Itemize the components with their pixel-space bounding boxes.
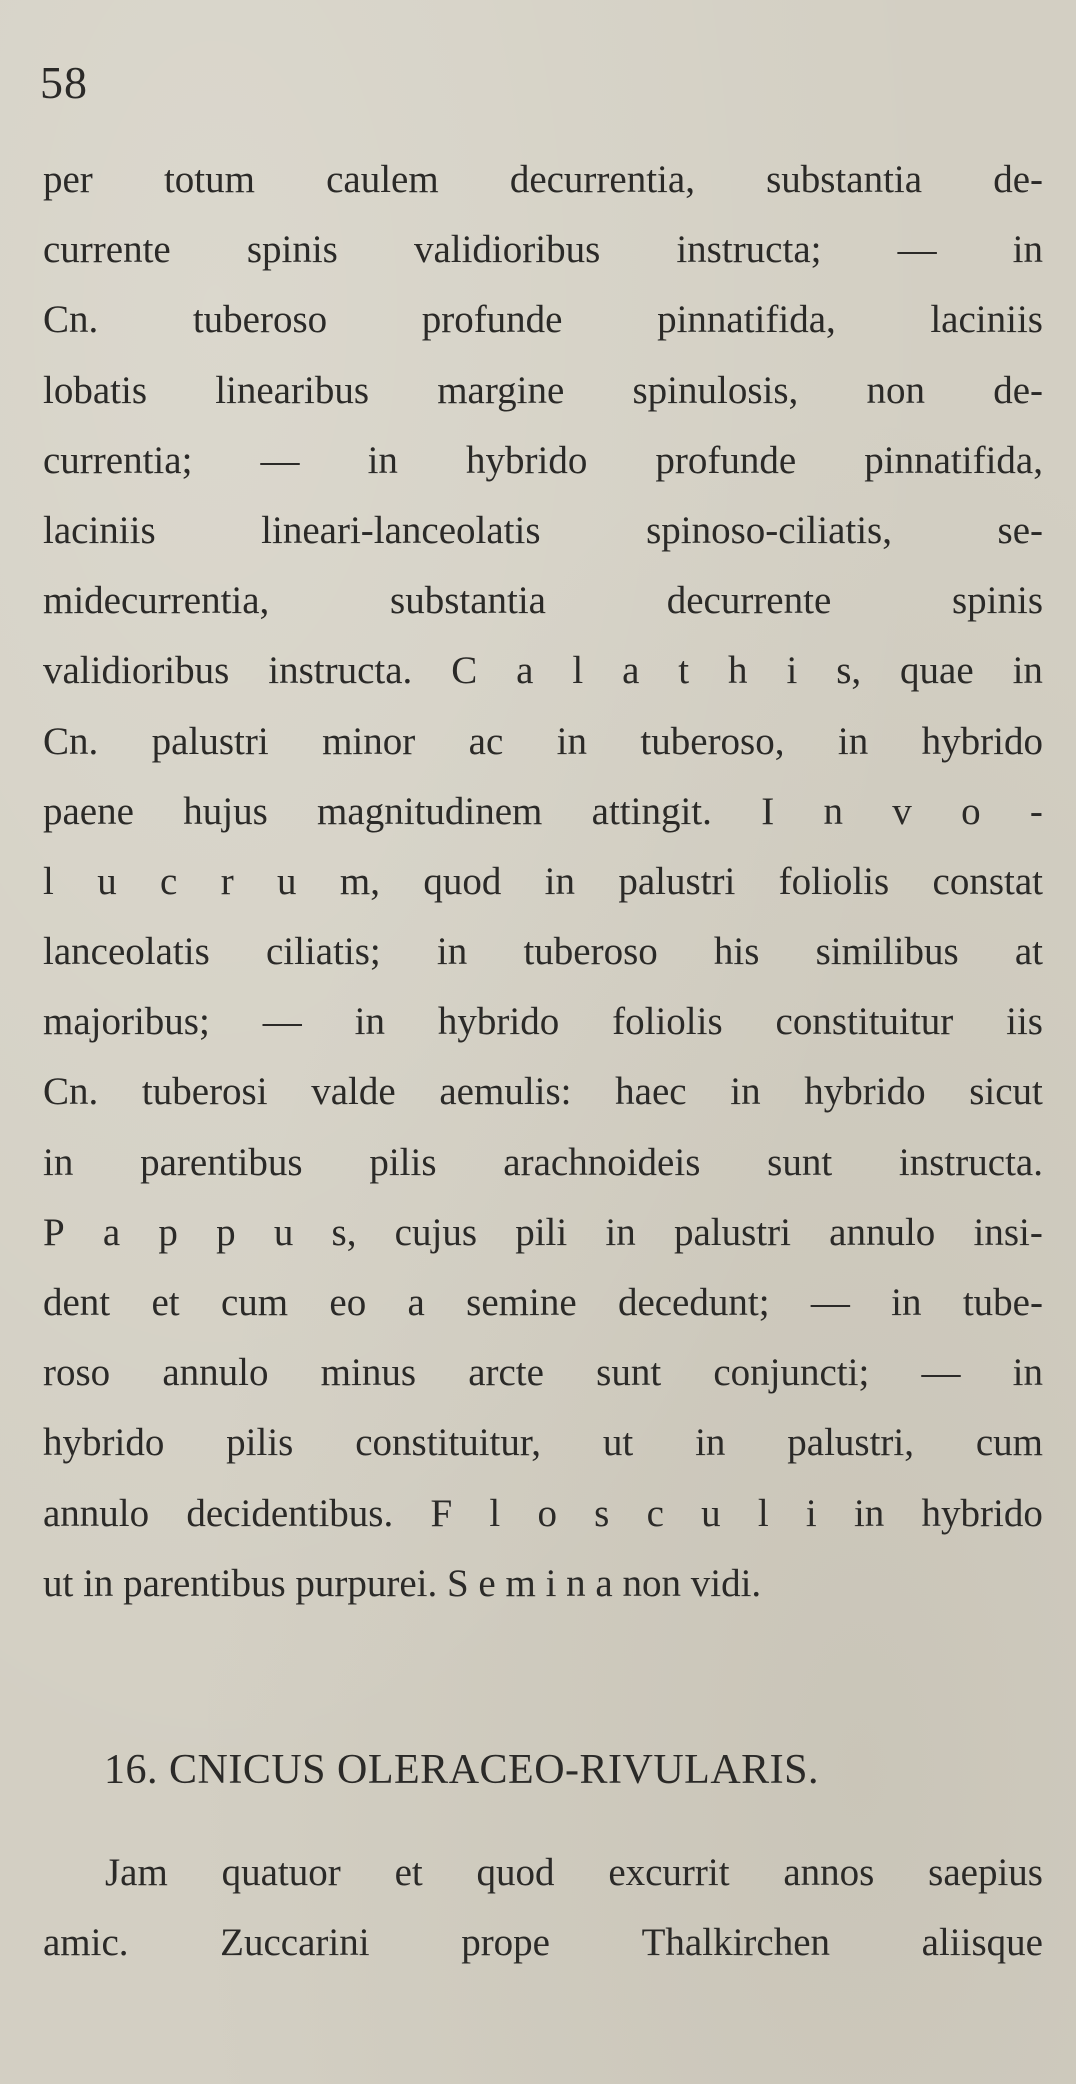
word: linearibus: [215, 368, 369, 412]
word: v: [892, 789, 912, 833]
word: i: [805, 1491, 817, 1535]
word: quod: [423, 859, 502, 903]
word: h: [728, 649, 748, 693]
word: sunt: [596, 1351, 662, 1395]
word: de-: [993, 368, 1043, 412]
word: aemulis:: [439, 1070, 572, 1114]
word: se-: [997, 508, 1043, 552]
word: i: [786, 649, 798, 693]
text-line: [43, 636, 1043, 706]
text-line: [43, 356, 1043, 426]
word: et: [394, 1851, 423, 1894]
word: Cn.: [43, 298, 99, 342]
word: non: [866, 368, 925, 412]
word: in: [605, 1210, 636, 1254]
word: constat: [932, 859, 1043, 903]
word: decurrente: [666, 579, 832, 623]
text-line: [43, 707, 1043, 777]
word: I: [761, 789, 775, 833]
text-line: [43, 1908, 1043, 1978]
word: margine: [437, 368, 565, 412]
word: hybrido: [921, 719, 1043, 763]
word: p: [216, 1210, 236, 1254]
word: l: [489, 1491, 501, 1535]
word: ac: [468, 719, 504, 763]
word: arcte: [468, 1351, 544, 1395]
word: lobatis: [43, 368, 147, 412]
word: ciliatis;: [265, 930, 381, 974]
word: magnitudinem: [317, 789, 543, 833]
word: Jam: [105, 1851, 168, 1894]
word: currente: [43, 228, 171, 272]
word: decedunt;: [617, 1281, 770, 1324]
word: in: [730, 1070, 761, 1114]
word: in: [853, 1491, 885, 1535]
word: cujus: [394, 1210, 477, 1254]
word: spinoso-ciliatis,: [646, 508, 892, 552]
word: c: [646, 1491, 664, 1535]
word: profunde: [421, 298, 563, 342]
word: currentia;: [43, 438, 193, 482]
text-line: [43, 1268, 1043, 1338]
word: tuberoso: [523, 930, 658, 974]
word: a: [102, 1210, 121, 1254]
word: dent: [43, 1281, 111, 1324]
paragraph-2: [43, 1838, 1043, 1978]
word: validioribus: [413, 228, 601, 272]
text-line: [43, 987, 1043, 1057]
word: in: [43, 1140, 74, 1184]
word: P: [43, 1210, 65, 1254]
word: insi-: [973, 1210, 1043, 1254]
word: o: [961, 789, 981, 833]
word: decurrentia,: [509, 158, 695, 201]
text-line: [43, 426, 1043, 496]
word: roso: [43, 1351, 111, 1395]
word: profunde: [655, 438, 797, 482]
word: quod: [476, 1851, 555, 1894]
word: foliolis: [612, 1000, 723, 1044]
word: pinnatifida,: [657, 298, 836, 342]
word: —: [921, 1351, 961, 1395]
text-line: [43, 1838, 1043, 1908]
word: tuberosi: [141, 1070, 268, 1114]
text-line: [43, 777, 1043, 847]
word: hybrido: [437, 1000, 560, 1044]
word: tube-: [962, 1281, 1043, 1324]
word: quatuor: [221, 1851, 341, 1894]
word: tuberoso,: [640, 719, 785, 763]
word: instructa.: [268, 649, 413, 693]
word: annulo: [43, 1491, 150, 1535]
word: in: [354, 1000, 385, 1044]
word: pilis: [369, 1140, 437, 1184]
word: similibus: [815, 930, 959, 974]
word: per: [43, 158, 93, 201]
text-line: [43, 496, 1043, 566]
word: in: [695, 1421, 726, 1465]
word: eo: [329, 1281, 367, 1324]
section-heading: 16. CNICUS OLERACEO-RIVULARIS.: [104, 1747, 820, 1793]
word: —: [897, 228, 937, 272]
word: u: [277, 859, 297, 903]
text-line: [43, 1057, 1043, 1127]
text-line: [43, 917, 1043, 987]
text-line: [43, 1338, 1043, 1408]
word: paene: [43, 789, 134, 833]
word: excurrit: [608, 1851, 730, 1894]
word: a: [622, 649, 640, 693]
word: cum: [975, 1421, 1043, 1465]
word: ut: [602, 1421, 634, 1465]
word: in: [1012, 1351, 1043, 1395]
word: pili: [515, 1210, 568, 1254]
word: caulem: [326, 158, 439, 201]
word: instructa;: [676, 228, 822, 272]
word: validioribus: [43, 649, 230, 693]
word: instructa.: [898, 1140, 1043, 1184]
page-number: 58: [40, 57, 88, 108]
word: sicut: [969, 1070, 1043, 1114]
word: u: [97, 859, 117, 903]
word: midecurrentia,: [43, 579, 270, 623]
word: a: [516, 649, 534, 693]
word: amic.: [43, 1921, 129, 1965]
word: tuberoso: [192, 298, 328, 342]
word: prope: [461, 1921, 550, 1965]
word: Thalkirchen: [641, 1921, 831, 1965]
text-line: [43, 1128, 1043, 1198]
word: F: [430, 1491, 453, 1535]
word: —: [810, 1281, 850, 1324]
word: l: [572, 649, 584, 693]
word: substantia: [766, 158, 923, 201]
word: annulo: [162, 1351, 269, 1395]
word: in: [837, 719, 869, 763]
word: cum: [220, 1281, 289, 1324]
word: palustri: [673, 1210, 791, 1254]
text-line: [43, 215, 1043, 285]
word: spinis: [951, 579, 1043, 623]
word: spinis: [246, 228, 338, 272]
word: laciniis: [930, 298, 1043, 342]
word: hybrido: [43, 1421, 165, 1465]
word: pinnatifida,: [864, 438, 1043, 482]
word: u: [273, 1210, 294, 1254]
text-line: [43, 1479, 1043, 1549]
word: lanceolatis: [43, 930, 210, 974]
word: parentibus: [140, 1140, 303, 1184]
word: aliisque: [921, 1921, 1043, 1965]
word: palustri: [151, 719, 269, 763]
word: minus: [320, 1351, 417, 1395]
text-line: [43, 1408, 1043, 1478]
word: palustri,: [787, 1421, 914, 1465]
word: attingit.: [591, 789, 712, 833]
word: o: [537, 1491, 557, 1535]
word: decidentibus.: [186, 1491, 394, 1535]
word: hybrido: [921, 1491, 1043, 1535]
word: -: [1029, 789, 1043, 833]
word: quae: [900, 649, 974, 693]
word: hybrido: [466, 438, 588, 482]
word: arachnoideis: [503, 1140, 701, 1184]
text-line: [43, 847, 1043, 917]
word: minor: [322, 719, 416, 763]
word: annulo: [829, 1210, 936, 1254]
word: n: [823, 789, 843, 833]
word: at: [1014, 930, 1043, 974]
word: de-: [993, 158, 1043, 201]
word: valde: [311, 1070, 396, 1114]
word: his: [713, 930, 760, 974]
word: l: [757, 1491, 769, 1535]
word: in: [367, 438, 398, 482]
word: laciniis: [43, 508, 156, 552]
word: s: [594, 1491, 610, 1535]
word: Cn.: [43, 719, 99, 763]
word: in: [544, 859, 575, 903]
paragraph-1: [43, 145, 1043, 1619]
text-line: ut in parentibus purpurei. S e m i n a non vidi.: [43, 1561, 762, 1605]
word: hujus: [183, 789, 268, 833]
word: in: [556, 719, 588, 763]
word: foliolis: [778, 859, 890, 903]
word: u: [701, 1491, 721, 1535]
word: majoribus;: [43, 1000, 210, 1044]
word: in: [1012, 649, 1043, 693]
text-line: [43, 145, 1043, 215]
word: substantia: [390, 579, 546, 623]
word: conjuncti;: [713, 1351, 870, 1395]
word: in: [1012, 228, 1043, 272]
word: semine: [466, 1281, 577, 1324]
word: iis: [1006, 1000, 1043, 1044]
word: in: [891, 1281, 922, 1324]
word: s,: [331, 1210, 357, 1254]
word: in: [436, 930, 468, 974]
word: et: [151, 1281, 180, 1324]
word: a: [407, 1281, 425, 1324]
word: Cn.: [43, 1070, 99, 1114]
word: palustri: [618, 859, 736, 903]
word: t: [678, 649, 690, 693]
text-line: [43, 1198, 1043, 1268]
word: constituitur,: [355, 1421, 542, 1465]
word: —: [260, 438, 300, 482]
word: sunt: [767, 1140, 833, 1184]
word: spinulosis,: [632, 368, 799, 412]
word: annos: [783, 1851, 875, 1894]
word: r: [220, 859, 234, 903]
word: saepius: [928, 1851, 1043, 1894]
word: Zuccarini: [220, 1921, 370, 1965]
text-line: [43, 566, 1043, 636]
word: lineari-lanceolatis: [261, 508, 541, 552]
word: s,: [836, 649, 862, 693]
word: hybrido: [804, 1070, 926, 1114]
word: pilis: [226, 1421, 294, 1465]
word: C: [451, 649, 478, 693]
word: c: [160, 859, 178, 903]
word: l: [43, 859, 54, 903]
word: totum: [163, 158, 255, 201]
word: —: [262, 1000, 302, 1044]
word: m,: [339, 859, 380, 903]
word: constituitur: [775, 1000, 954, 1044]
word: p: [158, 1210, 178, 1254]
text-line: [43, 285, 1043, 355]
word: haec: [615, 1070, 687, 1114]
